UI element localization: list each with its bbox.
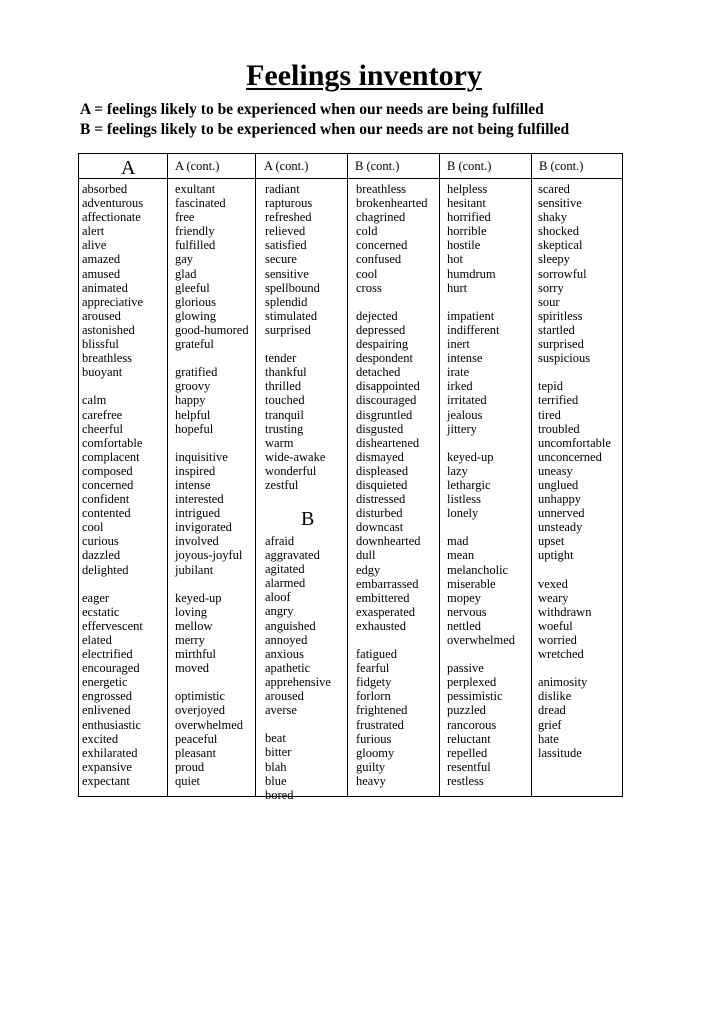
feeling-word: intrigued xyxy=(175,506,221,521)
feeling-word: repelled xyxy=(447,745,488,760)
feeling-word: hot xyxy=(447,252,463,267)
feeling-word: dread xyxy=(538,703,566,718)
feeling-word: affectionate xyxy=(82,210,141,225)
feeling-word: confident xyxy=(82,492,130,507)
feeling-word: cool xyxy=(356,266,378,281)
feeling-word: tranquil xyxy=(265,407,304,422)
feeling-word: radiant xyxy=(265,182,300,196)
feeling-word: dejected xyxy=(356,308,398,323)
feeling-word: disappointed xyxy=(356,379,420,394)
feeling-word: grief xyxy=(538,717,562,732)
feeling-word: resentful xyxy=(447,759,491,774)
feeling-word: hate xyxy=(538,731,559,746)
section-b-heading: B xyxy=(301,508,315,530)
header-b-cont-1: B (cont.) xyxy=(355,159,400,173)
feeling-word: delighted xyxy=(82,562,129,577)
feeling-word: restless xyxy=(447,773,484,788)
feeling-word: rancorous xyxy=(447,717,497,732)
feeling-word: disgusted xyxy=(356,421,404,436)
feeling-word: buoyant xyxy=(82,365,123,380)
feeling-word: hesitant xyxy=(447,196,486,211)
feeling-word: gloomy xyxy=(356,745,395,760)
feeling-word: expectant xyxy=(82,773,130,788)
feeling-word: grateful xyxy=(175,337,214,352)
feeling-word: shocked xyxy=(538,224,579,239)
feeling-word: interested xyxy=(175,492,224,507)
column-2 xyxy=(175,182,249,788)
feeling-word: lethargic xyxy=(447,477,491,492)
feeling-word: despondent xyxy=(356,351,413,366)
feeling-word: embittered xyxy=(356,590,410,605)
feeling-word: energetic xyxy=(82,675,128,690)
feeling-word: peaceful xyxy=(175,731,218,746)
feeling-word: gleeful xyxy=(175,280,210,295)
feeling-word: irked xyxy=(447,379,473,394)
feeling-word: blissful xyxy=(82,337,119,352)
feeling-word: forlorn xyxy=(356,689,391,704)
feeling-word: annoyed xyxy=(265,632,308,647)
column-divider xyxy=(255,154,256,796)
feeling-word: quiet xyxy=(175,773,200,788)
feeling-word: surprised xyxy=(265,322,311,337)
feeling-word: merry xyxy=(175,633,205,647)
feeling-word: aggravated xyxy=(265,548,320,563)
feeling-word: tepid xyxy=(538,379,563,394)
definition-a: A = feelings likely to be experienced when our needs are being fulfilled xyxy=(80,101,544,118)
feeling-word: downhearted xyxy=(356,534,421,549)
feeling-word: cool xyxy=(82,520,104,535)
feeling-word: calm xyxy=(82,393,107,408)
feeling-word: ecstatic xyxy=(82,604,120,619)
feeling-word: frustrated xyxy=(356,717,404,732)
feeling-word: aloof xyxy=(265,590,291,605)
feeling-word: electrified xyxy=(82,647,133,662)
feeling-word: concerned xyxy=(356,238,408,253)
feeling-word: breathless xyxy=(356,182,406,196)
list-spacer xyxy=(447,647,515,661)
feeling-word: trusting xyxy=(265,421,304,436)
feeling-word: adventurous xyxy=(82,196,144,211)
column-6 xyxy=(538,182,611,760)
feeling-word: bitter xyxy=(265,745,292,760)
list-spacer xyxy=(175,436,249,450)
column-5 xyxy=(447,182,515,788)
feeling-word: disgruntled xyxy=(356,407,413,422)
feeling-word: inspired xyxy=(175,463,216,478)
feeling-word: uncomfortable xyxy=(538,435,611,450)
feeling-word: encouraged xyxy=(82,661,140,676)
column-3-b xyxy=(265,534,331,802)
feeling-word: breathless xyxy=(82,351,132,366)
feeling-word: bored xyxy=(265,787,294,802)
feeling-word: distressed xyxy=(356,492,406,507)
feeling-word: concerned xyxy=(82,477,134,492)
feeling-word: optimistic xyxy=(175,689,225,704)
feeling-word: astonished xyxy=(82,322,135,337)
feeling-word: afraid xyxy=(265,534,295,548)
feeling-word: averse xyxy=(265,703,297,718)
feeling-word: elated xyxy=(82,633,112,647)
feeling-word: joyous-joyful xyxy=(175,548,243,563)
feeling-word: hostile xyxy=(447,238,481,253)
feeling-word: amazed xyxy=(82,252,121,267)
feeling-word: fulfilled xyxy=(175,238,216,253)
list-spacer xyxy=(538,661,611,675)
list-spacer xyxy=(538,563,611,577)
feeling-word: satisfied xyxy=(265,238,307,253)
feeling-word: thrilled xyxy=(265,379,302,394)
feeling-word: brokenhearted xyxy=(356,196,428,211)
feeling-word: comfortable xyxy=(82,435,143,450)
feeling-word: dislike xyxy=(538,689,572,704)
feeling-word: hurt xyxy=(447,280,468,295)
feeling-word: good-humored xyxy=(175,322,249,337)
feeling-word: groovy xyxy=(175,379,211,394)
feeling-word: sensitive xyxy=(265,266,309,281)
list-spacer xyxy=(175,351,249,365)
feeling-word: proud xyxy=(175,759,205,774)
feeling-word: downcast xyxy=(356,520,404,535)
feeling-word: cross xyxy=(356,280,382,295)
feeling-word: displeased xyxy=(356,463,409,478)
feeling-word: sorrowful xyxy=(538,266,587,281)
feeling-word: detached xyxy=(356,365,401,380)
feeling-word: withdrawn xyxy=(538,604,592,619)
feeling-word: alert xyxy=(82,224,105,239)
feeling-word: mad xyxy=(447,534,469,549)
feeling-word: embarrassed xyxy=(356,576,419,591)
feeling-word: confused xyxy=(356,252,402,267)
column-3-a xyxy=(265,182,325,492)
feelings-table xyxy=(78,153,623,802)
feeling-word: keyed-up xyxy=(447,449,494,464)
feeling-word: irate xyxy=(447,365,470,380)
feeling-word: tired xyxy=(538,407,561,422)
feeling-word: invigorated xyxy=(175,520,232,535)
header-a-cont-1: A (cont.) xyxy=(175,159,220,173)
feeling-word: helpless xyxy=(447,182,488,196)
feeling-word: lazy xyxy=(447,463,468,478)
feeling-word: troubled xyxy=(538,421,580,436)
feeling-word: free xyxy=(175,210,195,225)
feeling-word: sensitive xyxy=(538,196,582,211)
feeling-word: animosity xyxy=(538,675,588,690)
feeling-word: glowing xyxy=(175,308,216,323)
feeling-word: lonely xyxy=(447,506,479,521)
feeling-word: expansive xyxy=(82,759,132,774)
feeling-word: eager xyxy=(82,590,110,605)
feeling-word: skeptical xyxy=(538,238,583,253)
feeling-word: spellbound xyxy=(265,280,320,295)
feeling-word: nettled xyxy=(447,618,482,633)
feeling-word: terrified xyxy=(538,393,579,408)
feeling-word: overwhelmed xyxy=(447,633,516,647)
feeling-word: thankful xyxy=(265,365,307,380)
feeling-word: melancholic xyxy=(447,562,509,577)
feeling-word: weary xyxy=(538,590,569,605)
feeling-word: perplexed xyxy=(447,675,497,690)
feeling-word: impatient xyxy=(447,308,495,323)
feeling-word: unglued xyxy=(538,477,579,492)
feeling-word: uptight xyxy=(538,548,574,563)
feeling-word: vexed xyxy=(538,576,568,591)
feeling-word: sorry xyxy=(538,280,564,295)
feeling-word: mean xyxy=(447,548,475,563)
feeling-word: glad xyxy=(175,266,197,281)
feeling-word: humdrum xyxy=(447,266,496,281)
feeling-word: rapturous xyxy=(265,196,313,211)
feeling-word: effervescent xyxy=(82,618,143,633)
feeling-word: uneasy xyxy=(538,463,573,478)
feeling-word: despairing xyxy=(356,337,409,352)
feeling-word: unconcerned xyxy=(538,449,602,464)
feeling-word: pleasant xyxy=(175,745,216,760)
column-divider xyxy=(531,154,532,796)
feeling-word: gay xyxy=(175,252,194,267)
definition-b: B = feelings likely to be experienced when our needs are not being fulfilled xyxy=(80,121,570,138)
list-spacer xyxy=(447,295,515,309)
feeling-word: fatigued xyxy=(356,647,397,662)
feeling-word: aroused xyxy=(82,308,121,323)
feeling-word: zestful xyxy=(265,477,299,492)
feeling-word: curious xyxy=(82,534,119,549)
feeling-word: fascinated xyxy=(175,196,226,211)
feeling-word: jubilant xyxy=(175,562,214,577)
list-spacer xyxy=(175,577,249,591)
feeling-word: wide-awake xyxy=(265,449,326,464)
feeling-word: furious xyxy=(356,731,392,746)
feeling-word: unhappy xyxy=(538,492,582,507)
list-spacer xyxy=(265,717,331,731)
feeling-word: exultant xyxy=(175,182,216,196)
feeling-word: moved xyxy=(175,661,210,676)
feeling-word: enthusiastic xyxy=(82,717,142,732)
feeling-word: tender xyxy=(265,351,297,366)
feeling-word: overwhelmed xyxy=(175,717,244,732)
feeling-word: nervous xyxy=(447,604,487,619)
feeling-word: appreciative xyxy=(82,294,144,309)
feeling-word: blue xyxy=(265,773,287,788)
feeling-word: excited xyxy=(82,731,119,746)
feeling-word: jealous xyxy=(447,407,483,422)
feeling-word: exasperated xyxy=(356,604,415,619)
feeling-word: frightened xyxy=(356,703,408,718)
feeling-word: listless xyxy=(447,492,482,507)
feeling-word: depressed xyxy=(356,322,406,337)
feeling-word: aroused xyxy=(265,689,304,704)
feeling-word: inquisitive xyxy=(175,449,228,464)
feeling-word: involved xyxy=(175,534,219,549)
list-spacer xyxy=(538,365,611,379)
list-spacer xyxy=(447,436,515,450)
feeling-word: intense xyxy=(175,477,211,492)
feeling-word: loving xyxy=(175,604,207,619)
feeling-word: keyed-up xyxy=(175,590,222,605)
feeling-word: friendly xyxy=(175,224,215,239)
feeling-word: surprised xyxy=(538,337,584,352)
feeling-word: passive xyxy=(447,661,484,676)
list-spacer xyxy=(356,295,428,309)
feeling-word: guilty xyxy=(356,759,386,774)
header-a-cont-2: A (cont.) xyxy=(264,159,309,173)
list-spacer xyxy=(82,379,143,393)
feeling-word: scared xyxy=(538,182,570,196)
list-spacer xyxy=(356,633,428,647)
feeling-word: mopey xyxy=(447,590,482,605)
feeling-word: mellow xyxy=(175,618,213,633)
feeling-word: unnerved xyxy=(538,506,585,521)
feeling-word: hopeful xyxy=(175,421,214,436)
feeling-word: horrible xyxy=(447,224,487,239)
feeling-word: horrified xyxy=(447,210,491,225)
feeling-word: contented xyxy=(82,506,131,521)
feeling-word: touched xyxy=(265,393,305,408)
feeling-word: apathetic xyxy=(265,660,311,675)
feeling-word: startled xyxy=(538,322,575,337)
page-title-text: Feelings inventory xyxy=(246,59,482,92)
feeling-word: angry xyxy=(265,604,294,619)
feeling-word: pessimistic xyxy=(447,689,503,704)
feeling-word: alarmed xyxy=(265,576,306,591)
header-b-cont-2: B (cont.) xyxy=(447,159,492,173)
feeling-word: woeful xyxy=(538,618,573,633)
feeling-word: fidgety xyxy=(356,675,392,690)
feeling-word: discouraged xyxy=(356,393,417,408)
feeling-word: disquieted xyxy=(356,477,408,492)
feeling-word: dismayed xyxy=(356,449,404,464)
feeling-word: relieved xyxy=(265,224,306,239)
feeling-word: helpful xyxy=(175,407,211,422)
feeling-word: wonderful xyxy=(265,463,317,478)
feeling-word: enlivened xyxy=(82,703,131,718)
feeling-word: refreshed xyxy=(265,210,312,225)
feeling-word: reluctant xyxy=(447,731,491,746)
header-b-cont-3: B (cont.) xyxy=(539,159,584,173)
feeling-word: happy xyxy=(175,393,206,408)
feeling-word: upset xyxy=(538,534,565,549)
feeling-word: warm xyxy=(265,435,294,450)
feeling-word: splendid xyxy=(265,294,308,309)
feeling-word: puzzled xyxy=(447,703,486,718)
header-a: A xyxy=(121,157,136,179)
feeling-word: absorbed xyxy=(82,182,128,196)
column-divider xyxy=(167,154,168,796)
feeling-word: glorious xyxy=(175,294,216,309)
column-1 xyxy=(82,182,143,788)
list-spacer xyxy=(447,520,515,534)
feeling-word: disturbed xyxy=(356,506,403,521)
feeling-word: exhausted xyxy=(356,618,406,633)
feeling-word: secure xyxy=(265,252,297,267)
feeling-word: composed xyxy=(82,463,133,478)
feeling-word: miserable xyxy=(447,576,496,591)
column-divider xyxy=(347,154,348,796)
feeling-word: animated xyxy=(82,280,128,295)
feeling-word: dull xyxy=(356,548,376,563)
feeling-word: carefree xyxy=(82,407,123,422)
column-divider xyxy=(439,154,440,796)
feeling-word: apprehensive xyxy=(265,674,331,689)
feeling-word: dazzled xyxy=(82,548,121,563)
list-spacer xyxy=(82,577,143,591)
feeling-word: alive xyxy=(82,238,107,253)
feeling-word: mirthful xyxy=(175,647,216,662)
feeling-word: heavy xyxy=(356,773,386,788)
feeling-word: blah xyxy=(265,759,287,774)
feeling-word: suspicious xyxy=(538,351,591,366)
feeling-word: disheartened xyxy=(356,435,420,450)
feeling-word: anguished xyxy=(265,618,316,633)
feeling-word: wretched xyxy=(538,647,584,662)
feeling-word: amused xyxy=(82,266,121,281)
feeling-word: overjoyed xyxy=(175,703,225,718)
column-4 xyxy=(356,182,428,788)
feeling-word: chagrined xyxy=(356,210,406,225)
feeling-word: lassitude xyxy=(538,745,582,760)
feeling-word: jittery xyxy=(447,421,477,436)
feeling-word: gratified xyxy=(175,365,218,380)
feeling-word: cold xyxy=(356,224,378,239)
feeling-word: stimulated xyxy=(265,308,318,323)
feeling-word: worried xyxy=(538,633,577,647)
feeling-word: fearful xyxy=(356,661,390,676)
feeling-word: intense xyxy=(447,351,483,366)
feeling-word: sleepy xyxy=(538,252,570,267)
feeling-word: beat xyxy=(265,731,286,746)
feeling-word: anxious xyxy=(265,646,304,661)
feeling-word: complacent xyxy=(82,449,140,464)
feeling-word: exhilarated xyxy=(82,745,138,760)
feeling-word: unsteady xyxy=(538,520,583,535)
feeling-word: irritated xyxy=(447,393,487,408)
feeling-word: cheerful xyxy=(82,421,123,436)
feeling-word: edgy xyxy=(356,562,381,577)
list-spacer xyxy=(175,675,249,689)
header-divider xyxy=(79,178,622,179)
feeling-word: shaky xyxy=(538,210,568,225)
feeling-word: inert xyxy=(447,337,470,352)
feeling-word: spiritless xyxy=(538,308,583,323)
feeling-word: sour xyxy=(538,294,560,309)
page-title xyxy=(0,58,728,94)
feeling-word: engrossed xyxy=(82,689,132,704)
feeling-word: indifferent xyxy=(447,322,500,337)
list-spacer xyxy=(265,337,325,351)
feeling-word: agitated xyxy=(265,562,305,577)
